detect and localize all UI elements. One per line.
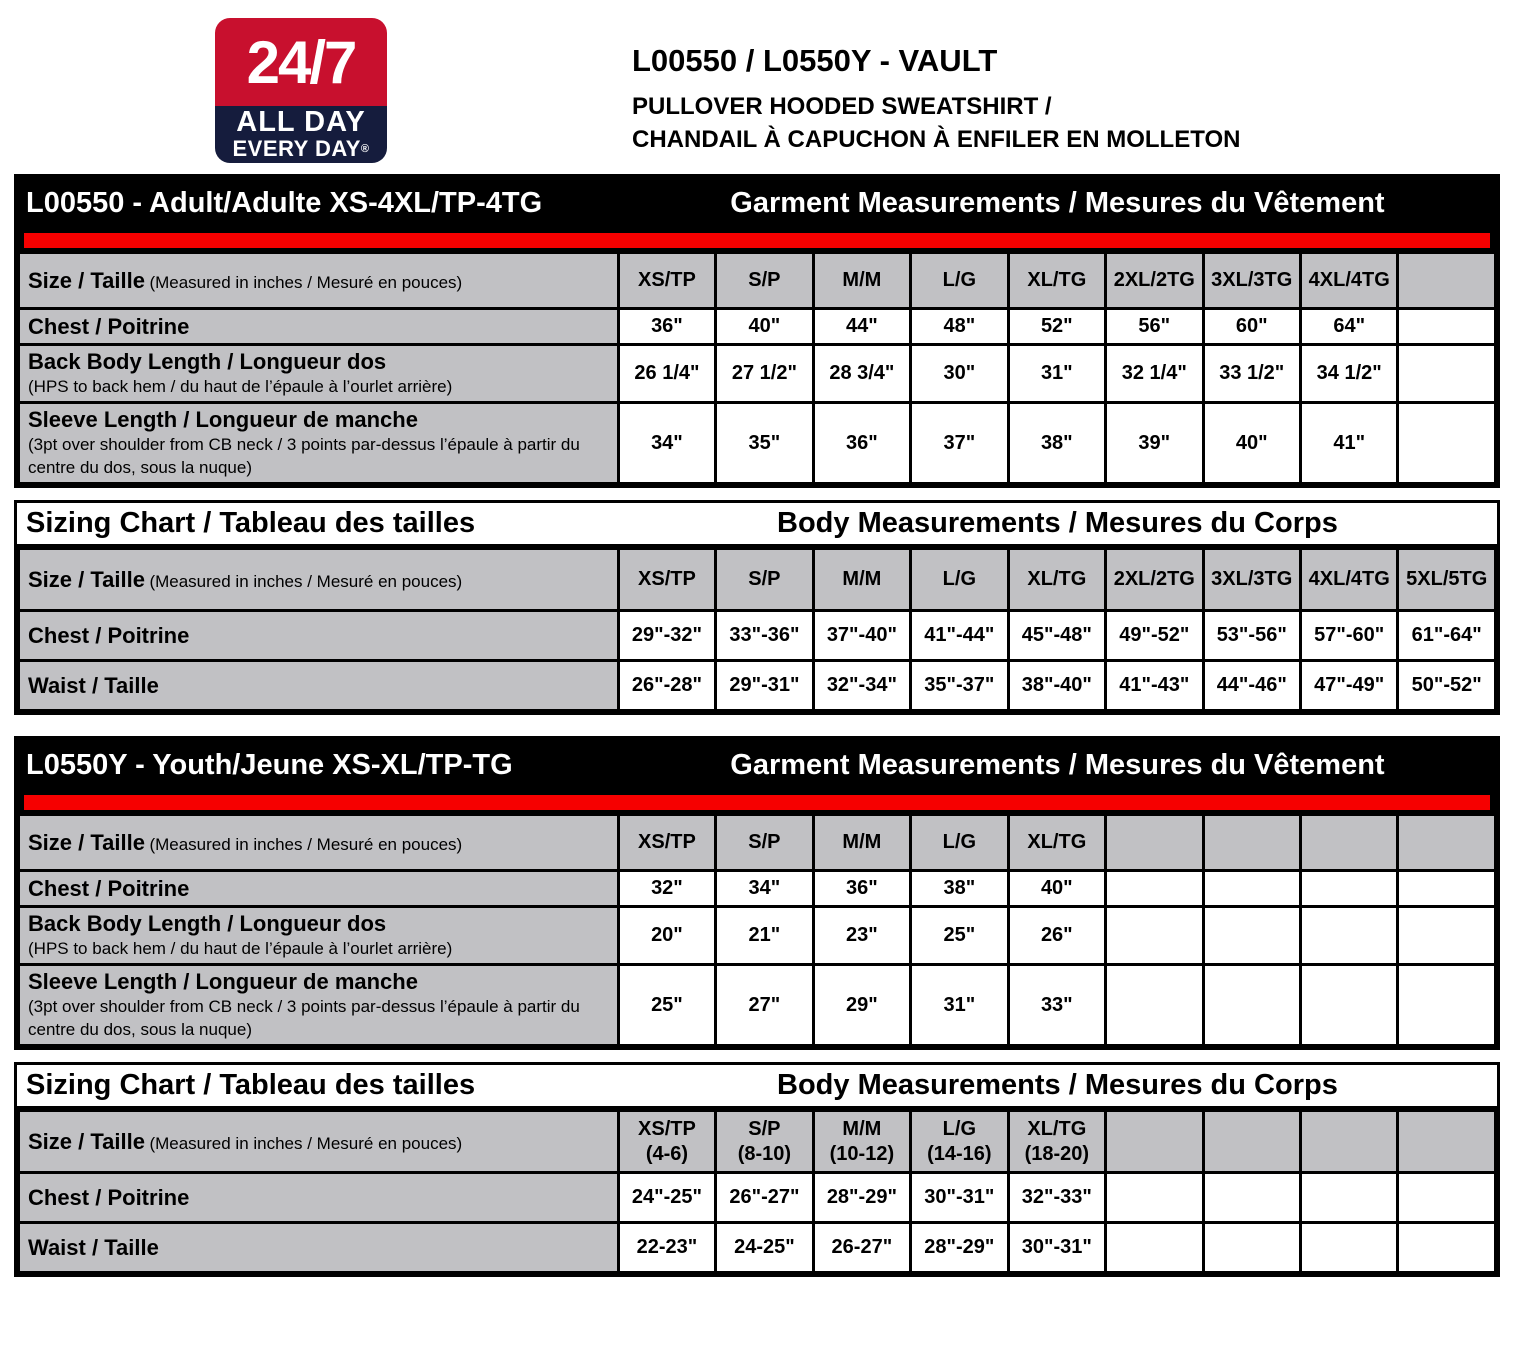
brand-logo — [215, 18, 387, 163]
logo-247-text: 24/7 — [246, 28, 356, 96]
measurement-label-cell — [19, 661, 619, 711]
measurement-label-cell — [19, 965, 619, 1046]
measurement-value: 35"-37" — [911, 661, 1008, 711]
measurement-value — [1300, 965, 1397, 1046]
size-col-header — [618, 1111, 715, 1173]
size-label-cell — [19, 815, 619, 871]
measurement-value: 31" — [1008, 345, 1105, 403]
size-range: (18-20) — [1024, 1142, 1090, 1165]
size-col-header — [618, 549, 715, 611]
measurement-value: 32"-33" — [1008, 1173, 1105, 1223]
measurement-value: 41"-44" — [911, 611, 1008, 661]
measurement-value — [1106, 1223, 1203, 1273]
size-name: L/G — [942, 831, 977, 853]
measurement-value — [1300, 871, 1397, 907]
size-col-header — [1106, 815, 1203, 871]
measurement-label: Chest / Poitrine — [28, 622, 190, 648]
table-title-left: L0550Y - Youth/Jeune XS-XL/TP-TG — [26, 749, 513, 781]
size-col-header — [1008, 549, 1105, 611]
size-name: M/M — [842, 568, 882, 590]
size-label: Size / Taille — [28, 1128, 145, 1154]
youth-body-table — [14, 1062, 1500, 1277]
size-col-header — [911, 1111, 1008, 1173]
adult-body-table — [14, 500, 1500, 715]
measurement-value — [1398, 1173, 1496, 1223]
measurement-value: 52" — [1008, 309, 1105, 345]
measurement-value: 53"-56" — [1203, 611, 1300, 661]
measurement-value: 34" — [716, 871, 813, 907]
measurement-value: 45"-48" — [1008, 611, 1105, 661]
size-header-row — [19, 549, 1496, 611]
size-name: XS/TP — [638, 831, 696, 853]
measurement-value: 48" — [911, 309, 1008, 345]
measurement-note: (3pt over shoulder from CB neck / 3 points par-dessus l’épaule à partir du centre du dos, sous la nuque) — [28, 997, 580, 1039]
table-title-right: Body Measurements / Mesures du Corps — [777, 1069, 1338, 1101]
size-name: M/M — [842, 831, 882, 853]
measurement-row — [19, 661, 1496, 711]
adult-garment-title-bar — [17, 177, 1497, 230]
measurement-value: 36" — [813, 403, 910, 484]
measurement-value: 30"-31" — [911, 1173, 1008, 1223]
measurement-label-cell — [19, 611, 619, 661]
measurement-label: Chest / Poitrine — [28, 1184, 190, 1210]
youth-garment-table — [14, 736, 1500, 1050]
measurement-value — [1398, 907, 1496, 965]
size-col-header — [618, 815, 715, 871]
size-name: S/P — [748, 1117, 781, 1140]
measurement-label: Chest / Poitrine — [28, 313, 190, 339]
measurement-row — [19, 965, 1496, 1046]
measurement-row — [19, 611, 1496, 661]
measurement-value: 28"-29" — [911, 1223, 1008, 1273]
measurement-value — [1398, 1223, 1496, 1273]
measurement-row — [19, 309, 1496, 345]
measurement-value: 25" — [911, 907, 1008, 965]
measurement-value: 29"-31" — [716, 661, 813, 711]
size-label-cell — [19, 1111, 619, 1173]
size-header-row — [19, 253, 1496, 309]
measurement-row — [19, 907, 1496, 965]
measurement-value: 56" — [1106, 309, 1203, 345]
logo-everyday-text — [232, 137, 369, 161]
size-name: XL/TG — [1027, 269, 1087, 291]
measurement-label: Waist / Taille — [28, 672, 159, 698]
measurement-value: 24"-25" — [618, 1173, 715, 1223]
measurement-value: 40" — [1203, 403, 1300, 484]
size-header-row — [19, 1111, 1496, 1173]
table-title-left: L00550 - Adult/Adulte XS-4XL/TP-4TG — [26, 187, 543, 219]
size-name: XL/TG — [1027, 1117, 1087, 1140]
measurement-row — [19, 1173, 1496, 1223]
measurement-value: 20" — [618, 907, 715, 965]
table-title-left: Sizing Chart / Tableau des tailles — [26, 507, 476, 539]
measurement-value: 30"-31" — [1008, 1223, 1105, 1273]
size-label-cell — [19, 549, 619, 611]
measurement-label: Sleeve Length / Longueur de manche — [28, 969, 418, 994]
youth-garment-title-bar — [17, 739, 1497, 792]
table-title-right: Garment Measurements / Mesures du Vêtement — [730, 749, 1385, 781]
measurement-value: 28"-29" — [813, 1173, 910, 1223]
size-col-header — [1203, 549, 1300, 611]
size-col-header — [716, 549, 813, 611]
measurement-row — [19, 1223, 1496, 1273]
measurement-value — [1203, 965, 1300, 1046]
measurement-value: 44"-46" — [1203, 661, 1300, 711]
measurement-value: 57"-60" — [1300, 611, 1397, 661]
measurement-value: 26-27" — [813, 1223, 910, 1273]
size-col-header — [1203, 253, 1300, 309]
measurement-label-cell — [19, 345, 619, 403]
measurement-value: 26"-27" — [716, 1173, 813, 1223]
measurement-label-cell — [19, 403, 619, 484]
size-name: 4XL/4TG — [1308, 568, 1390, 590]
logo-allday-badge — [215, 106, 387, 163]
measurement-value: 37" — [911, 403, 1008, 484]
measurement-value: 22-23" — [618, 1223, 715, 1273]
measurement-value: 64" — [1300, 309, 1397, 345]
size-col-header — [1203, 815, 1300, 871]
size-col-header — [1398, 253, 1496, 309]
size-name: M/M — [842, 269, 882, 291]
size-col-header — [911, 549, 1008, 611]
table-title-left: Sizing Chart / Tableau des tailles — [26, 1069, 476, 1101]
size-name: L/G — [942, 568, 977, 590]
size-col-header — [911, 815, 1008, 871]
size-col-header — [813, 1111, 910, 1173]
measurement-value: 61"-64" — [1398, 611, 1496, 661]
product-title: L00550 / L0550Y - VAULT — [632, 43, 998, 78]
logo-247-badge — [215, 18, 387, 106]
size-label: Size / Taille — [28, 267, 145, 293]
measurement-value — [1398, 965, 1496, 1046]
product-subtitle-fr: CHANDAIL À CAPUCHON À ENFILER EN MOLLETON — [632, 126, 1241, 153]
size-col-header — [813, 815, 910, 871]
size-col-header — [813, 549, 910, 611]
measurement-value: 36" — [813, 871, 910, 907]
size-charts — [14, 174, 1500, 1277]
size-range: (4-6) — [645, 1142, 689, 1165]
measurement-value — [1398, 403, 1496, 484]
measurement-value: 24-25" — [716, 1223, 813, 1273]
measurement-value: 23" — [813, 907, 910, 965]
measurement-value: 25" — [618, 965, 715, 1046]
measurement-value — [1106, 1173, 1203, 1223]
measurement-value: 27" — [716, 965, 813, 1046]
measurement-value: 35" — [716, 403, 813, 484]
measurement-value: 34 1/2" — [1300, 345, 1397, 403]
size-name: XS/TP — [638, 568, 696, 590]
size-name: L/G — [942, 269, 977, 291]
measurement-value — [1398, 871, 1496, 907]
measurement-value: 26" — [1008, 907, 1105, 965]
size-name: L/G — [942, 1117, 977, 1140]
size-name: 3XL/3TG — [1211, 269, 1293, 291]
measurement-label-cell — [19, 309, 619, 345]
size-range: (8-10) — [737, 1142, 792, 1165]
measurement-value: 36" — [618, 309, 715, 345]
size-col-header — [716, 1111, 813, 1173]
size-range: (14-16) — [927, 1142, 992, 1165]
measurement-value: 21" — [716, 907, 813, 965]
size-label: Size / Taille — [28, 829, 145, 855]
measurement-label: Back Body Length / Longueur dos — [28, 911, 387, 936]
product-subtitle-en: PULLOVER HOODED SWEATSHIRT / — [632, 93, 1052, 120]
measurement-note: (3pt over shoulder from CB neck / 3 points par-dessus l’épaule à partir du centre du dos, sous la nuque) — [28, 435, 580, 477]
table-title-right: Body Measurements / Mesures du Corps — [777, 507, 1338, 539]
measurement-row — [19, 403, 1496, 484]
size-name: 5XL/5TG — [1406, 568, 1488, 590]
size-name: S/P — [748, 568, 781, 590]
size-col-header — [1300, 549, 1397, 611]
size-note: (Measured in inches / Mesuré en pouces) — [149, 571, 463, 591]
measurement-label-cell — [19, 871, 619, 907]
measurement-label-cell — [19, 1173, 619, 1223]
size-note: (Measured in inches / Mesuré en pouces) — [149, 1133, 463, 1153]
size-col-header — [1398, 1111, 1496, 1173]
measurement-label: Sleeve Length / Longueur de manche — [28, 407, 418, 432]
size-name: 4XL/4TG — [1308, 269, 1390, 291]
measurement-note: (HPS to back hem / du haut de l’épaule à l’ourlet arrière) — [28, 377, 453, 396]
youth-body-title-bar — [17, 1065, 1497, 1109]
size-name: 2XL/2TG — [1113, 568, 1195, 590]
measurement-value: 28 3/4" — [813, 345, 910, 403]
measurement-value: 47"-49" — [1300, 661, 1397, 711]
size-col-header — [813, 253, 910, 309]
size-col-header — [1203, 1111, 1300, 1173]
measurement-value: 37"-40" — [813, 611, 910, 661]
measurement-label: Waist / Taille — [28, 1234, 159, 1260]
measurement-value — [1300, 1173, 1397, 1223]
size-col-header — [1300, 1111, 1397, 1173]
measurement-value — [1106, 965, 1203, 1046]
size-col-header — [1106, 1111, 1203, 1173]
measurement-value: 38" — [911, 871, 1008, 907]
size-name: S/P — [748, 269, 781, 291]
measurement-value: 29"-32" — [618, 611, 715, 661]
size-name: 2XL/2TG — [1113, 269, 1195, 291]
adult-body-title-bar — [17, 503, 1497, 547]
title-block — [632, 44, 1240, 156]
measurement-value — [1203, 871, 1300, 907]
size-label: Size / Taille — [28, 566, 145, 592]
measurement-value: 31" — [911, 965, 1008, 1046]
size-col-header — [1300, 815, 1397, 871]
measurement-value: 33 1/2" — [1203, 345, 1300, 403]
table-title-right: Garment Measurements / Mesures du Vêtement — [730, 187, 1385, 219]
measurement-value: 49"-52" — [1106, 611, 1203, 661]
measurement-value — [1300, 1223, 1397, 1273]
accent-bar — [17, 230, 1497, 251]
measurement-value: 41"-43" — [1106, 661, 1203, 711]
adult-body-grid — [17, 547, 1497, 712]
size-name: XL/TG — [1027, 831, 1087, 853]
size-col-header — [1008, 1111, 1105, 1173]
size-col-header — [911, 253, 1008, 309]
measurement-value: 26"-28" — [618, 661, 715, 711]
measurement-value — [1203, 1223, 1300, 1273]
measurement-row — [19, 345, 1496, 403]
registered-mark: ® — [360, 143, 370, 155]
adult-garment-table — [14, 174, 1500, 488]
size-name: XS/TP — [638, 269, 696, 291]
measurement-value — [1203, 1173, 1300, 1223]
measurement-value: 32" — [618, 871, 715, 907]
accent-bar-fill — [24, 795, 1490, 810]
measurement-label-cell — [19, 907, 619, 965]
adult-garment-grid — [17, 251, 1497, 485]
page-header — [0, 0, 1514, 174]
measurement-value: 60" — [1203, 309, 1300, 345]
size-name: 3XL/3TG — [1211, 568, 1293, 590]
size-name: XS/TP — [638, 1117, 696, 1140]
measurement-value: 33"-36" — [716, 611, 813, 661]
size-note: (Measured in inches / Mesuré en pouces) — [149, 272, 463, 292]
measurement-value: 32"-34" — [813, 661, 910, 711]
logo-allday-text: ALL DAY — [236, 106, 366, 138]
measurement-value: 29" — [813, 965, 910, 1046]
youth-body-grid — [17, 1109, 1497, 1274]
measurement-value: 40" — [1008, 871, 1105, 907]
size-col-header — [1008, 815, 1105, 871]
measurement-label: Back Body Length / Longueur dos — [28, 349, 387, 374]
size-col-header — [1398, 549, 1496, 611]
measurement-value — [1106, 871, 1203, 907]
measurement-value: 44" — [813, 309, 910, 345]
measurement-value — [1106, 907, 1203, 965]
size-col-header — [1008, 253, 1105, 309]
measurement-label-cell — [19, 1223, 619, 1273]
measurement-value — [1300, 907, 1397, 965]
size-header-row — [19, 815, 1496, 871]
size-col-header — [1398, 815, 1496, 871]
size-col-header — [1106, 549, 1203, 611]
measurement-value: 30" — [911, 345, 1008, 403]
measurement-value: 26 1/4" — [618, 345, 715, 403]
measurement-note: (HPS to back hem / du haut de l’épaule à l’ourlet arrière) — [28, 939, 453, 958]
size-name: S/P — [748, 831, 781, 853]
size-col-header — [716, 815, 813, 871]
youth-garment-grid — [17, 813, 1497, 1047]
measurement-value: 41" — [1300, 403, 1397, 484]
measurement-value: 38" — [1008, 403, 1105, 484]
measurement-value: 40" — [716, 309, 813, 345]
size-col-header — [1300, 253, 1397, 309]
size-col-header — [618, 253, 715, 309]
size-note: (Measured in inches / Mesuré en pouces) — [149, 834, 463, 854]
size-name: M/M — [842, 1117, 882, 1140]
size-range: (10-12) — [829, 1142, 895, 1165]
measurement-value: 39" — [1106, 403, 1203, 484]
measurement-value — [1398, 345, 1496, 403]
accent-bar-fill — [24, 233, 1490, 248]
size-label-cell — [19, 253, 619, 309]
measurement-label: Chest / Poitrine — [28, 875, 190, 901]
size-name: XL/TG — [1027, 568, 1087, 590]
size-col-header — [716, 253, 813, 309]
measurement-value: 33" — [1008, 965, 1105, 1046]
measurement-value: 32 1/4" — [1106, 345, 1203, 403]
measurement-value — [1398, 309, 1496, 345]
measurement-value: 50"-52" — [1398, 661, 1496, 711]
measurement-value: 34" — [618, 403, 715, 484]
accent-bar — [17, 792, 1497, 813]
measurement-value: 27 1/2" — [716, 345, 813, 403]
size-col-header — [1106, 253, 1203, 309]
logo-everyday-word: EVERY DAY — [232, 136, 361, 161]
measurement-value: 38"-40" — [1008, 661, 1105, 711]
measurement-value — [1203, 907, 1300, 965]
measurement-row — [19, 871, 1496, 907]
